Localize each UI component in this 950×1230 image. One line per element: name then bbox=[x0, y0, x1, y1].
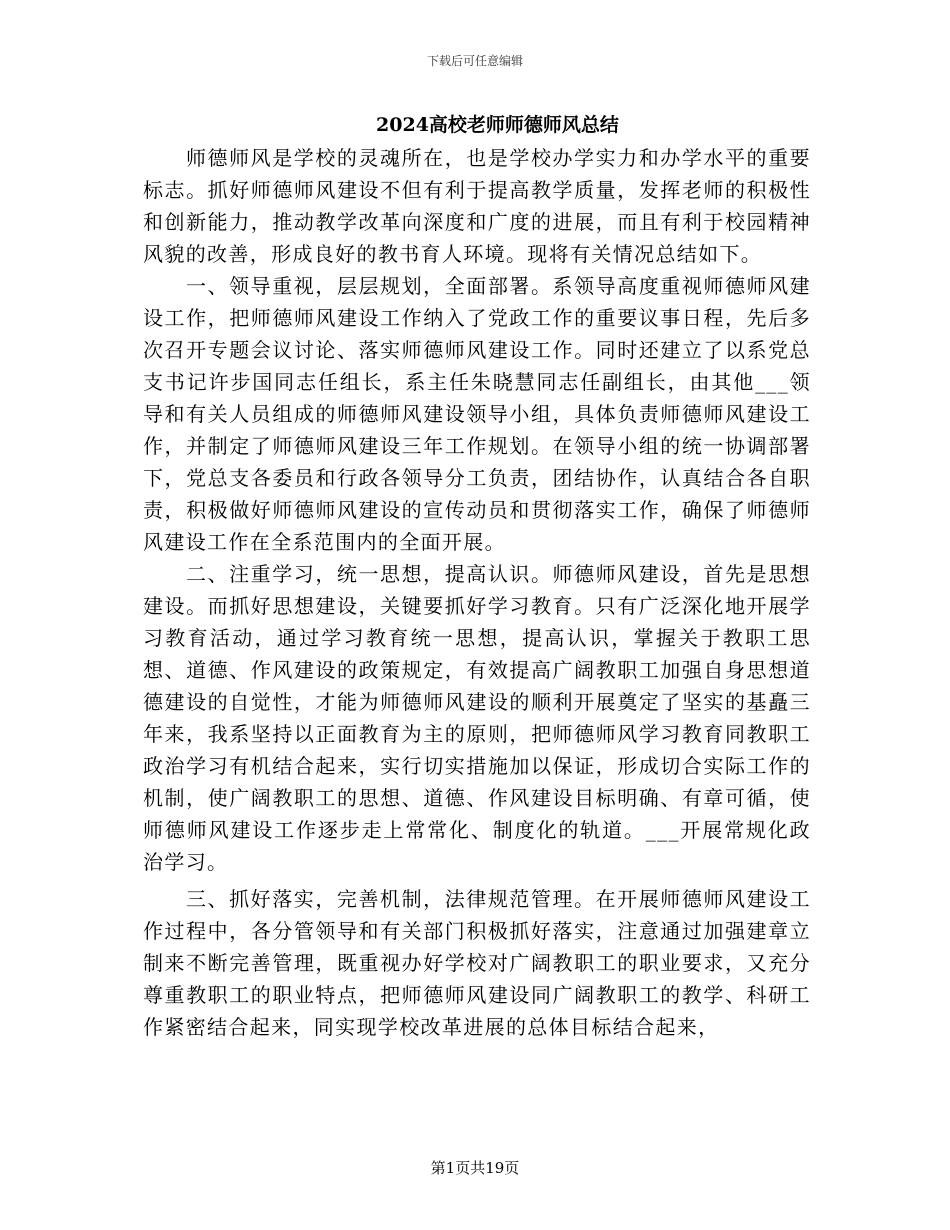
document-title-text: 2024高校老师师德师风总结 bbox=[376, 114, 619, 136]
paragraph-section-2: 二、注重学习，统一思想，提高认识。师德师风建设，首先是思想建设。而抓好思想建设，关键要抓好学习教育。只有广泛深化地开展学习教育活动，通过学习教育统一思想，提高认识，掌握关于教职工思想、道德、作风建设的政策规定，有效提高广阔教职工加强自身思想道德建设的自觉性，才能为师德师风建设的顺利开展奠定了坚实的基矗三年来，我系坚持以正面教育为主的原则，把师德师风学习教育同教职工政治学习有机结合起来，实行切实措施加以保证，形成切合实际工作的机制，使广阔教职工的思想、道德、作风建设目标明确、有章可循，使师德师风建设工作逐步走上常常化、制度化的轨道。___开展常规化政治学习。 bbox=[143, 562, 811, 874]
paragraph-intro: 师德师风是学校的灵魂所在，也是学校办学实力和办学水平的重要标志。抓好师德师风建设不但有利于提高教学质量，发挥老师的积极性和创新能力，推动教学改革向深度和广度的进展，而且有利于校园精神风貌的改善，形成良好的教书育人环境。现将有关情况总结如下。 bbox=[143, 146, 811, 266]
document-title bbox=[0, 110, 950, 140]
paragraph-section-3: 三、抓好落实，完善机制，法律规范管理。在开展师德师风建设工作过程中，各分管领导和有关部门积极抓好落实，注意通过加强建章立制来不断完善管理，既重视办好学校对广阔教职工的职业要求，又充分尊重教职工的职业特点，把师德师风建设同广阔教职工的教学、科研工作紧密结合起来，同实现学校改革进展的总体目标结合起来， bbox=[143, 887, 811, 1039]
document-body bbox=[143, 142, 811, 1043]
page-number: 第1页共19页 bbox=[430, 1159, 520, 1177]
paragraph-section-1: 一、领导重视，层层规划，全面部署。系领导高度重视师德师风建设工作，把师德师风建设工作纳入了党政工作的重要议事日程，先后多次召开专题会议讨论、落实师德师风建设工作。同时还建立了以系党总支书记许步国同志任组长，系主任朱晓慧同志任副组长，由其他___领导和有关人员组成的师德师风建设领导小组，具体负责师德师风建设工作，并制定了师德师风建设三年工作规划。在领导小组的统一协调部署下，党总支各委员和行政各领导分工负责，团结协作，认真结合各自职责，积极做好师德师风建设的宣传动员和贯彻落实工作，确保了师德师风建设工作在全系范围内的全面开展。 bbox=[143, 274, 811, 554]
page-header-note: 下载后可任意编辑 bbox=[426, 54, 523, 68]
